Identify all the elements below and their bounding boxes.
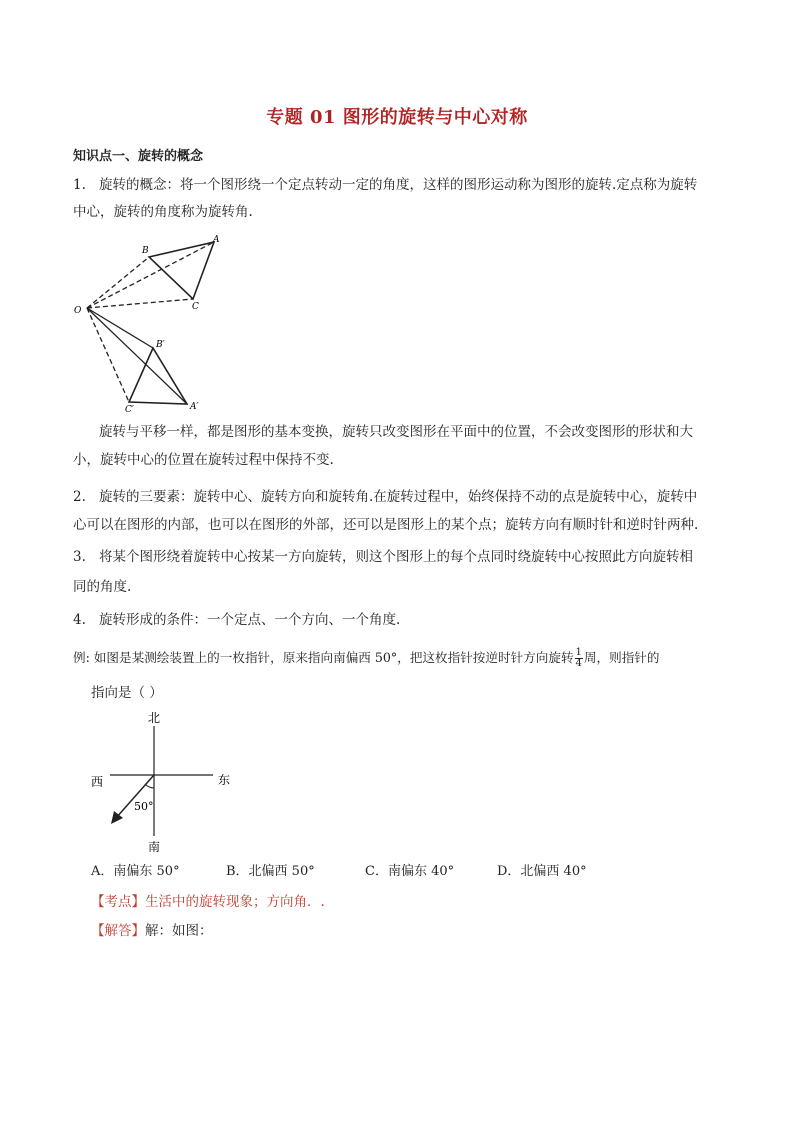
rotation-vs-translation-line-2: 小，旋转中心的位置在旋转过程中保持不变.	[73, 452, 334, 468]
paragraph-text: 旋转的概念：将一个图形绕一个定点转动一定的角度，这样的图形运动称为图形的旋转.定点称为旋转	[99, 177, 698, 193]
fraction-numerator: 1	[575, 647, 582, 658]
item-number: 3.	[73, 549, 86, 565]
paragraph-text: 旋转的三要素：旋转中心、旋转方向和旋转角.在旋转过程中，始终保持不动的点是旋转中心，旋转中	[99, 489, 698, 505]
option-d: D．北偏西 40°	[497, 864, 587, 879]
paragraph-text: 旋转形成的条件：一个定点、一个方向、一个角度.	[99, 612, 401, 628]
label-B-prime: B′	[156, 340, 165, 350]
dashed-line-OC2	[87, 308, 129, 402]
rotation-vs-translation-line-1: 旋转与平移一样，都是图形的基本变换，旋转只改变图形在平面中的位置，不会改变图形的形状和大	[99, 424, 693, 440]
rotation-figure	[70, 232, 220, 417]
paragraph-4-line-1	[73, 611, 400, 629]
kaodian-text: 生活中的旋转现象；方向角．.	[145, 894, 325, 910]
label-B: B	[142, 246, 149, 256]
paragraph-1-line-1	[73, 176, 697, 194]
paragraph-2-line-2: 心可以在图形的内部，也可以在图形的外部，还可以是图形上的某个点；旋转方向有顺时针和逆时针两种.	[73, 517, 699, 533]
example-question-line-1	[73, 648, 659, 669]
fraction-one-quarter	[575, 648, 583, 669]
paragraph-3-line-1	[73, 548, 693, 566]
item-number: 2.	[73, 489, 86, 505]
dashed-line-OB	[87, 257, 149, 308]
label-west: 西	[91, 775, 104, 789]
solid-line-OA2	[87, 308, 187, 404]
page-title: 专题 01 图形的旋转与中心对称	[266, 107, 528, 128]
label-south: 南	[148, 840, 161, 854]
dashed-line-OA	[87, 242, 214, 308]
jieda-tag: 【解答】	[91, 923, 145, 939]
section-heading: 知识点一、旋转的概念	[73, 149, 204, 164]
paragraph-2-line-1	[73, 488, 697, 506]
example-text-suffix: 周，则指针的	[583, 650, 660, 665]
label-C: C	[192, 302, 199, 312]
jieda-text: 解：如图：	[145, 923, 213, 939]
paragraph-3-line-2: 同的角度.	[73, 579, 132, 595]
kaodian-line	[91, 893, 325, 911]
label-north: 北	[148, 711, 161, 725]
angle-label: 50°	[134, 800, 154, 813]
label-A: A	[213, 235, 220, 245]
angle-arc	[145, 784, 154, 788]
solid-line-OB2	[87, 308, 153, 348]
paragraph-text: 将某个图形绕着旋转中心按某一方向旋转，则这个图形上的每个点同时绕旋转中心按照此方向旋转相	[99, 549, 693, 565]
option-c: C．南偏东 40°	[365, 864, 455, 879]
example-question-line-2: 指向是（ ）	[91, 685, 163, 701]
option-b: B．北偏西 50°	[226, 864, 315, 879]
label-A-prime: A′	[190, 402, 199, 412]
paragraph-1-line-2: 中心，旋转的角度称为旋转角.	[73, 204, 253, 220]
compass-figure	[85, 706, 245, 856]
jieda-line	[91, 922, 213, 940]
item-number: 1.	[73, 177, 86, 193]
label-east: 东	[218, 773, 231, 787]
kaodian-tag: 【考点】	[91, 894, 145, 910]
option-a: A．南偏东 50°	[91, 864, 180, 879]
example-text: 例: 如图是某测绘装置上的一枚指针，原来指向南偏西 50°，把这枚指针按逆时针方向旋转	[73, 650, 574, 665]
fraction-denominator: 4	[575, 658, 582, 669]
label-C-prime: C′	[125, 405, 134, 415]
label-O: O	[74, 306, 82, 316]
item-number: 4.	[73, 612, 86, 628]
